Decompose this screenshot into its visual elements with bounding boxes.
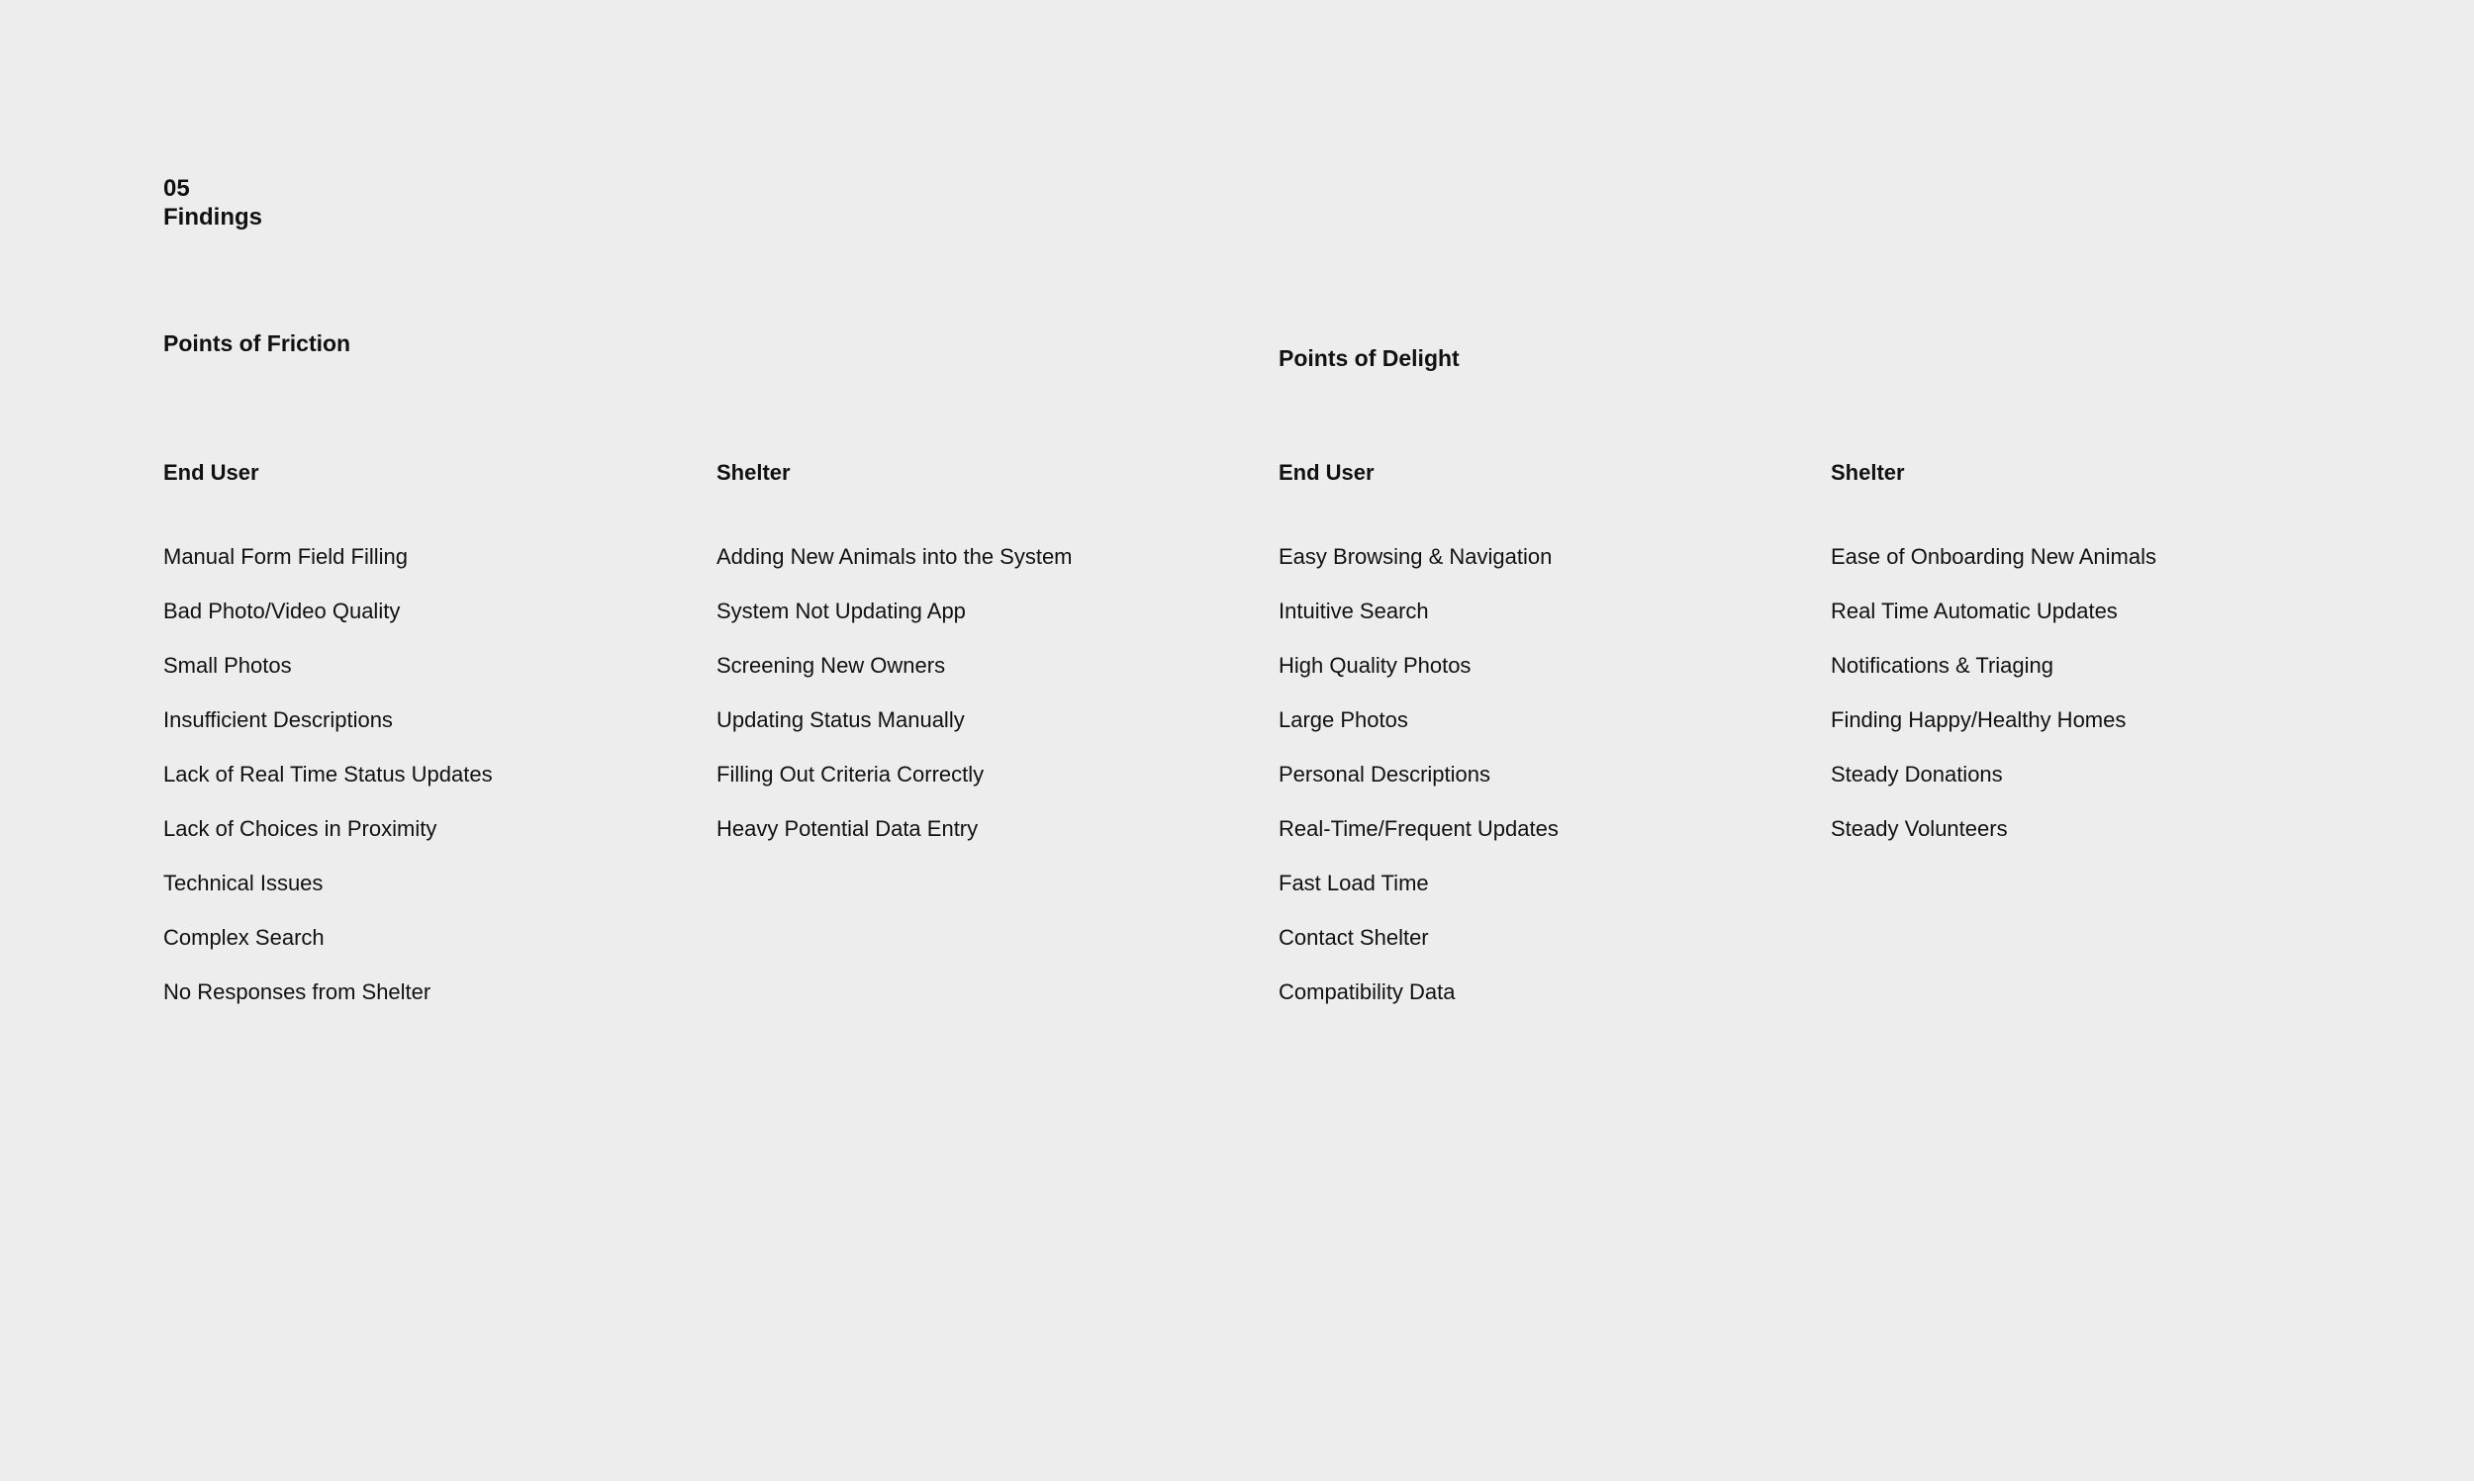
friction-shelter-list xyxy=(716,542,1251,844)
friction-end-user-column xyxy=(163,458,698,1032)
friction-shelter-heading: Shelter xyxy=(716,460,791,485)
section-title: Findings xyxy=(163,204,262,231)
list-item: Intuitive Search xyxy=(1279,599,1429,623)
list-item: Easy Browsing & Navigation xyxy=(1279,544,1553,569)
list-item: Contact Shelter xyxy=(1279,925,1429,950)
list-item: Real Time Automatic Updates xyxy=(1831,599,2118,623)
list-item: No Responses from Shelter xyxy=(163,979,431,1004)
list-item: Lack of Choices in Proximity xyxy=(163,816,437,841)
list-item: Heavy Potential Data Entry xyxy=(716,816,979,841)
list-item: Fast Load Time xyxy=(1279,871,1429,895)
list-item: Filling Out Criteria Correctly xyxy=(716,762,985,787)
list-item: Insufficient Descriptions xyxy=(163,707,393,732)
delight-shelter-list xyxy=(1831,542,2365,844)
list-item: Large Photos xyxy=(1279,707,1408,732)
delight-shelter-column xyxy=(1831,458,2365,869)
section-number: 05 xyxy=(163,175,190,202)
list-item: Technical Issues xyxy=(163,871,324,895)
list-item: Finding Happy/Healthy Homes xyxy=(1831,707,2127,732)
delight-heading: Points of Delight xyxy=(1279,345,1460,371)
friction-heading: Points of Friction xyxy=(163,330,351,356)
list-item: Adding New Animals into the System xyxy=(716,544,1073,569)
list-item: Screening New Owners xyxy=(716,653,946,678)
friction-shelter-column xyxy=(716,458,1251,869)
list-item: Steady Donations xyxy=(1831,762,2003,787)
friction-end-user-list xyxy=(163,542,698,1007)
list-item: Small Photos xyxy=(163,653,292,678)
delight-end-user-list xyxy=(1279,542,1813,1007)
list-item: Compatibility Data xyxy=(1279,979,1456,1004)
list-item: Lack of Real Time Status Updates xyxy=(163,762,493,787)
list-item: Updating Status Manually xyxy=(716,707,965,732)
list-item: Ease of Onboarding New Animals xyxy=(1831,544,2156,569)
delight-end-user-heading: End User xyxy=(1279,460,1375,485)
friction-end-user-heading: End User xyxy=(163,460,259,485)
list-item: Manual Form Field Filling xyxy=(163,544,408,569)
list-item: Real-Time/Frequent Updates xyxy=(1279,816,1559,841)
list-item: System Not Updating App xyxy=(716,599,966,623)
list-item: Complex Search xyxy=(163,925,325,950)
list-item: High Quality Photos xyxy=(1279,653,1472,678)
delight-shelter-heading: Shelter xyxy=(1831,460,1905,485)
list-item: Steady Volunteers xyxy=(1831,816,2008,841)
list-item: Personal Descriptions xyxy=(1279,762,1490,787)
list-item: Bad Photo/Video Quality xyxy=(163,599,401,623)
delight-end-user-column xyxy=(1279,458,1813,1032)
list-item: Notifications & Triaging xyxy=(1831,653,2053,678)
